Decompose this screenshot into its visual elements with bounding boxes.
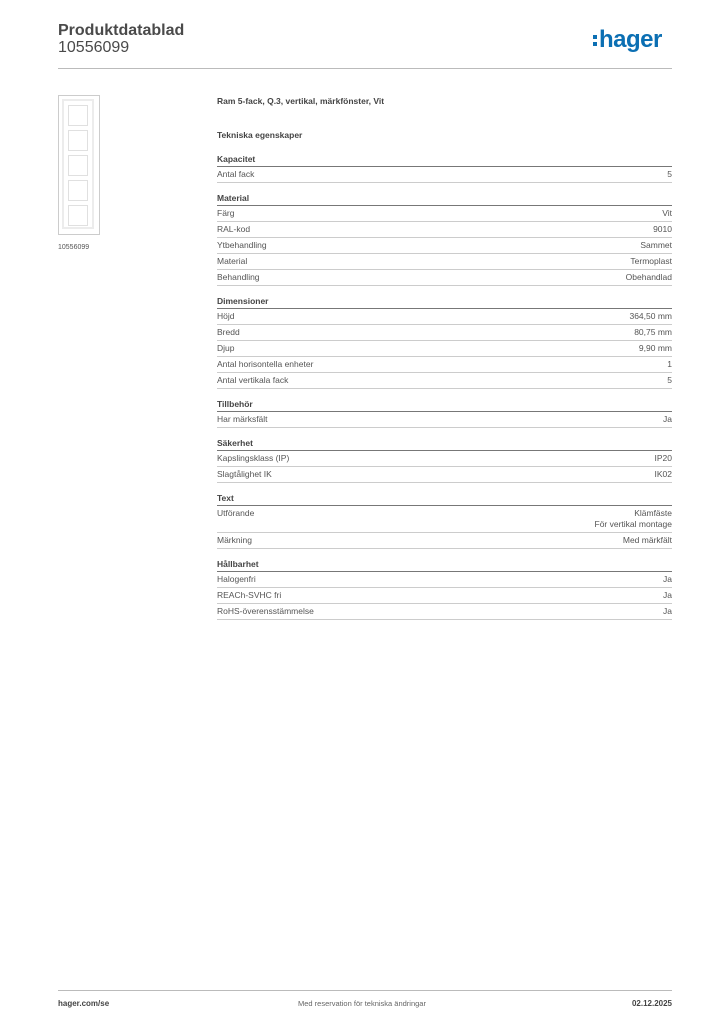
section-title: Dimensioner (217, 296, 672, 309)
frame-slot (68, 180, 88, 201)
spec-label: Märkning (217, 535, 252, 545)
footer-divider (58, 990, 672, 991)
section-title: Hållbarhet (217, 559, 672, 572)
spec-value (640, 240, 672, 251)
frame-5-slot-icon (62, 99, 94, 229)
spec-value (626, 272, 672, 283)
hager-logo (593, 26, 662, 54)
spec-label: Antal vertikala fack (217, 375, 289, 385)
spec-section (217, 296, 672, 389)
spec-row (217, 467, 672, 483)
spec-label: RAL-kod (217, 224, 251, 234)
spec-section (217, 493, 672, 549)
spec-value-line: Ja (663, 574, 672, 584)
spec-sections (217, 154, 672, 620)
spec-value (667, 169, 672, 180)
spec-value-line: 9010 (653, 224, 672, 234)
document-title: Produktdatablad (58, 22, 185, 39)
spec-value-line: IP20 (654, 453, 672, 463)
spec-value (663, 574, 672, 585)
logo-text: hager (599, 26, 662, 53)
technical-properties-heading: Tekniska egenskaper (217, 130, 303, 140)
spec-value (663, 606, 672, 617)
section-title: Tillbehör (217, 399, 672, 412)
frame-slot (68, 130, 88, 151)
spec-value (655, 453, 673, 464)
spec-row (217, 167, 672, 183)
spec-section (217, 193, 672, 286)
spec-value-line: Vit (662, 208, 672, 218)
spec-value-line: Sammet (640, 240, 672, 250)
spec-value (655, 469, 673, 480)
spec-row (217, 206, 672, 222)
spec-section (217, 399, 672, 428)
frame-slot (68, 205, 88, 226)
spec-row (217, 270, 672, 286)
spec-value (595, 508, 672, 530)
spec-row (217, 533, 672, 549)
spec-label: Höjd (217, 311, 235, 321)
spec-content (217, 96, 672, 620)
spec-value-line: För vertikal montage (594, 519, 672, 529)
spec-row (217, 238, 672, 254)
spec-section (217, 438, 672, 483)
header-divider (58, 68, 672, 69)
spec-value-line: Ja (663, 590, 672, 600)
spec-label: Material (217, 256, 248, 266)
footer-disclaimer: Med reservation för tekniska ändringar (298, 999, 426, 1008)
spec-value (653, 224, 672, 235)
spec-label: REACh-SVHC fri (217, 590, 282, 600)
spec-label: Färg (217, 208, 235, 218)
spec-value-line: 5 (667, 169, 672, 179)
spec-row (217, 254, 672, 270)
spec-label: Utförande (217, 508, 255, 518)
spec-label: Slagtålighet IK (217, 469, 272, 479)
spec-label: Ytbehandling (217, 240, 267, 250)
spec-value (634, 327, 672, 338)
spec-label: Bredd (217, 327, 240, 337)
spec-value-line: Termoplast (630, 256, 672, 266)
spec-row (217, 412, 672, 428)
spec-value-line: Ja (663, 606, 672, 616)
spec-label: Kapslingsklass (IP) (217, 453, 290, 463)
footer-date: 02.12.2025 (631, 999, 672, 1008)
spec-label: Djup (217, 343, 235, 353)
spec-value (667, 359, 672, 370)
image-caption: 10556099 (58, 244, 90, 251)
section-title: Säkerhet (217, 438, 672, 451)
spec-label: Halogenfri (217, 574, 256, 584)
spec-row (217, 222, 672, 238)
frame-slot (68, 105, 88, 126)
spec-row (217, 506, 672, 533)
spec-row (217, 357, 672, 373)
spec-row (217, 604, 672, 620)
spec-row (217, 572, 672, 588)
frame-slot (68, 155, 88, 176)
spec-row (217, 588, 672, 604)
spec-value-line: 9,90 mm (638, 343, 672, 353)
spec-value-line: 1 (667, 359, 672, 369)
product-name: Ram 5-fack, Q.3, vertikal, märkfönster, Vit (217, 96, 385, 106)
spec-value (663, 590, 672, 601)
spec-section (217, 559, 672, 620)
article-number: 10556099 (58, 39, 130, 56)
spec-value-line: Ja (663, 414, 672, 424)
spec-row (217, 341, 672, 357)
spec-label: Behandling (217, 272, 260, 282)
spec-value-line: Klämfäste (634, 508, 672, 518)
spec-value (663, 414, 672, 425)
spec-value (630, 256, 672, 267)
spec-value-line: Obehandlad (625, 272, 672, 282)
spec-value-line: Med märkfält (622, 535, 672, 545)
section-title: Text (217, 493, 672, 506)
spec-row (217, 451, 672, 467)
spec-label: Antal fack (217, 169, 255, 179)
spec-value-line: 364,50 mm (629, 311, 672, 321)
spec-value-line: 5 (667, 375, 672, 385)
spec-value (629, 311, 672, 322)
spec-value (662, 208, 672, 219)
spec-label: RoHS-överensstämmelse (217, 606, 314, 616)
spec-value (667, 375, 672, 386)
spec-row (217, 373, 672, 389)
spec-row (217, 309, 672, 325)
spec-value (623, 535, 672, 546)
spec-label: Antal horisontella enheter (217, 359, 314, 369)
section-title: Material (217, 193, 672, 206)
spec-value (639, 343, 672, 354)
spec-value-line: IK02 (654, 469, 672, 479)
footer-website: hager.com/se (58, 999, 110, 1008)
spec-section (217, 154, 672, 183)
spec-value-line: 80,75 mm (634, 327, 672, 337)
spec-row (217, 325, 672, 341)
section-title: Kapacitet (217, 154, 672, 167)
spec-label: Har märksfält (217, 414, 268, 424)
logo-dots-icon (593, 32, 597, 48)
